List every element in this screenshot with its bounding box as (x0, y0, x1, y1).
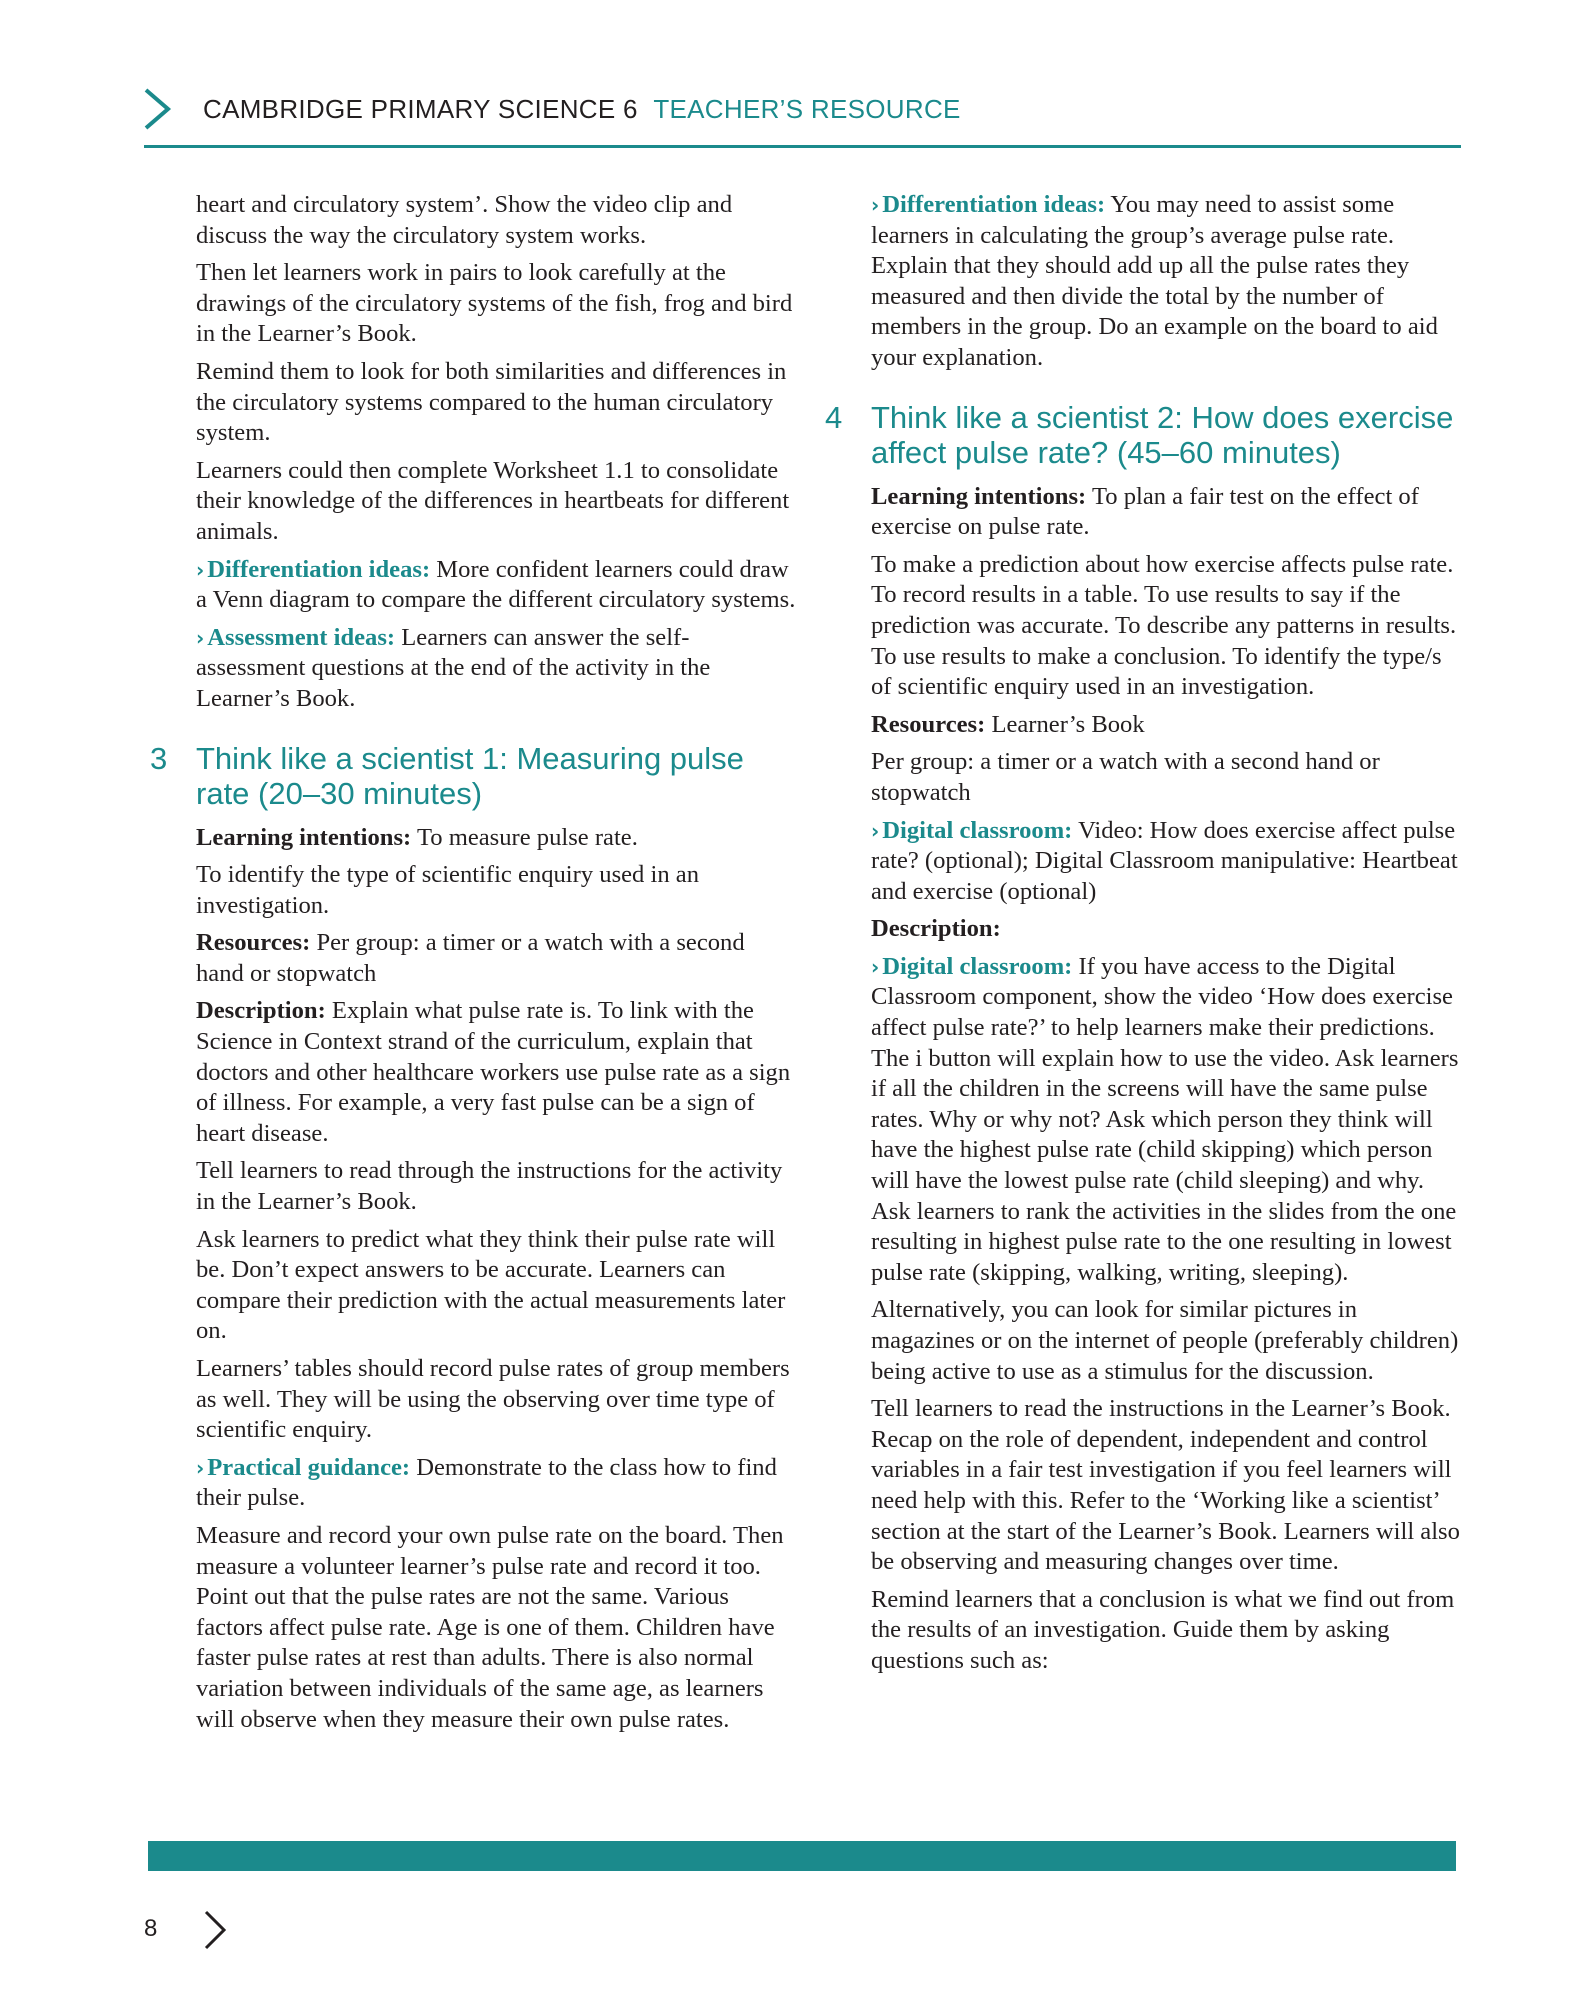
footer-chevron-icon (202, 1908, 228, 1952)
learning-intentions: Learning intentions: To plan a fair test on the effect of exercise on pulse rate. (871, 482, 1419, 541)
section-title: Think like a scientist 1: Measuring pulse rate (20–30 minutes) (196, 740, 744, 811)
chevron-right-icon: › (196, 1455, 205, 1480)
chevron-right-icon: › (871, 193, 880, 217)
description: Description: Explain what pulse rate is. To link with the Science in Context strand of the curriculum, explain that doctors and other healthcare workers use pulse rate as a sign of illness. For example, a very fast pulse can be a sign of heart disease. (196, 997, 791, 1147)
differentiation-label: Differentiation ideas: (207, 555, 431, 583)
paragraph: Ask learners to predict what they think their pulse rate will be. Don’t expect answers to be accurate. Learners can compare their prediction with the actual measurements later on. (196, 1225, 786, 1345)
paragraph: Then let learners work in pairs to look carefully at the drawings of the circulatory systems of the fish, frog and bird in the Learner’s Book. (196, 259, 793, 348)
left-column (150, 190, 796, 1742)
section-number: 3 (150, 740, 168, 776)
book-subtitle: TEACHER’S RESOURCE (653, 94, 961, 124)
section-title: Think like a scientist 2: How does exercise affect pulse rate? (45–60 minutes) (871, 399, 1454, 470)
digital-classroom: › Digital classroom: Video: How does exercise affect pulse rate? (optional); Digital Classroom manipulative: Heartbeat and exercise (optional) (871, 816, 1458, 905)
practical-guidance-label: Practical guidance: (207, 1453, 411, 1481)
paragraph: Remind them to look for both similarities and differences in the circulatory systems compared to the human circulatory system. (196, 357, 787, 447)
resources: Resources: Learner’s Book (871, 710, 1145, 738)
footer-bar (148, 1841, 1456, 1871)
description-heading: Description: (871, 915, 1001, 943)
differentiation-ideas: › Differentiation ideas: You may need to assist some learners in calculating the group’s average pulse rate. Explain that they should add up all the pulse rates they measured and then divide the total by the number of members in the group. Do an example on the board to aid your explanation. (871, 191, 1438, 371)
assessment-label: Assessment ideas: (207, 623, 396, 651)
learning-intentions: Learning intentions: To measure pulse rate. (196, 823, 638, 851)
section-heading-3 (150, 740, 796, 811)
differentiation-ideas: › Differentiation ideas: More confident learners could draw a Venn diagram to compare the different circulatory systems. (196, 555, 796, 614)
paragraph: Tell learners to read the instructions in the Learner’s Book. Recap on the role of dependent, independent and control variables in a fair test investigation if you feel learners will need help with this. Refer to the ‘Working like a scientist’ section at the start of the Learner’s Book. Learners will also be observing and measuring changes over time. (871, 1395, 1460, 1576)
paragraph: Remind learners that a conclusion is what we find out from the results of an investigation. Guide them by asking questions such as: (871, 1585, 1455, 1674)
digital-classroom-label: Digital classroom: (882, 816, 1073, 844)
paragraph: Per group: a timer or a watch with a second hand or stopwatch (871, 748, 1380, 806)
digital-classroom-label: Digital classroom: (882, 952, 1073, 980)
book-title: CAMBRIDGE PRIMARY SCIENCE 6 (203, 94, 638, 124)
right-column (825, 190, 1463, 1684)
chevron-right-icon: › (196, 625, 205, 650)
section-heading-4 (825, 399, 1463, 470)
running-header (203, 94, 961, 125)
paragraph: Learners could then complete Worksheet 1.1 to consolidate their knowledge of the differences in heartbeats for different animals. (196, 456, 790, 545)
header-divider (144, 145, 1461, 148)
assessment-ideas: › Assessment ideas: Learners can answer the self-assessment questions at the end of the activity in the Learner’s Book. (196, 623, 711, 712)
practical-guidance: › Practical guidance: Demonstrate to the class how to find their pulse. (196, 1453, 777, 1512)
paragraph: Tell learners to read through the instructions for the activity in the Learner’s Book. (196, 1157, 783, 1216)
paragraph: To identify the type of scientific enquiry used in an investigation. (196, 861, 699, 919)
paragraph: Learners’ tables should record pulse rates of group members as well. They will be using the observing over time type of scientific enquiry. (196, 1355, 790, 1444)
chevron-right-icon: › (196, 557, 205, 582)
chevron-right-icon: › (871, 954, 880, 979)
section-number: 4 (825, 399, 843, 435)
paragraph: To make a prediction about how exercise affects pulse rate. To record results in a table. To use results to say if the prediction was accurate. To describe any patterns in results. To use results to make a conclusion. To identify the type/s of scientific enquiry used in an investigation. (871, 550, 1457, 701)
resources: Resources: Per group: a timer or a watch with a second hand or stopwatch (196, 929, 745, 987)
chevron-right-icon: › (871, 818, 880, 843)
header-chevron-icon (140, 86, 174, 132)
paragraph: heart and circulatory system’. Show the video clip and discuss the way the circulatory system works. (196, 191, 733, 249)
differentiation-label: Differentiation ideas: (882, 191, 1106, 218)
page-number: 8 (144, 1915, 158, 1942)
paragraph: Measure and record your own pulse rate on the board. Then measure a volunteer learner’s pulse rate and record it too. Point out that the pulse rates are not the same. Various factors affect pulse rate. Age is one of them. Children have faster pulse rates at rest than adults. There is also normal variation between individuals of the same age, as learners will observe when they measure their own pulse rates. (196, 1521, 784, 1733)
digital-classroom: › Digital classroom: If you have access to the Digital Classroom component, show the video ‘How does exercise affect pulse rate?’ to help learners make their predictions. The i button will explain how to use the video. Ask learners if all the children in the screens will have the same pulse rates. Why or why not? Ask which person they think will have the highest pulse rate (child skipping) which person will have the lowest pulse rate (child sleeping) and why. Ask learners to rank the activities in the slides from the one resulting in highest pulse rate to the one resulting in lowest pulse rate (skipping, walking, writing, sleeping). (871, 952, 1459, 1286)
paragraph: Alternatively, you can look for similar pictures in magazines or on the internet of people (preferably children) being active to use as a stimulus for the discussion. (871, 1296, 1459, 1385)
